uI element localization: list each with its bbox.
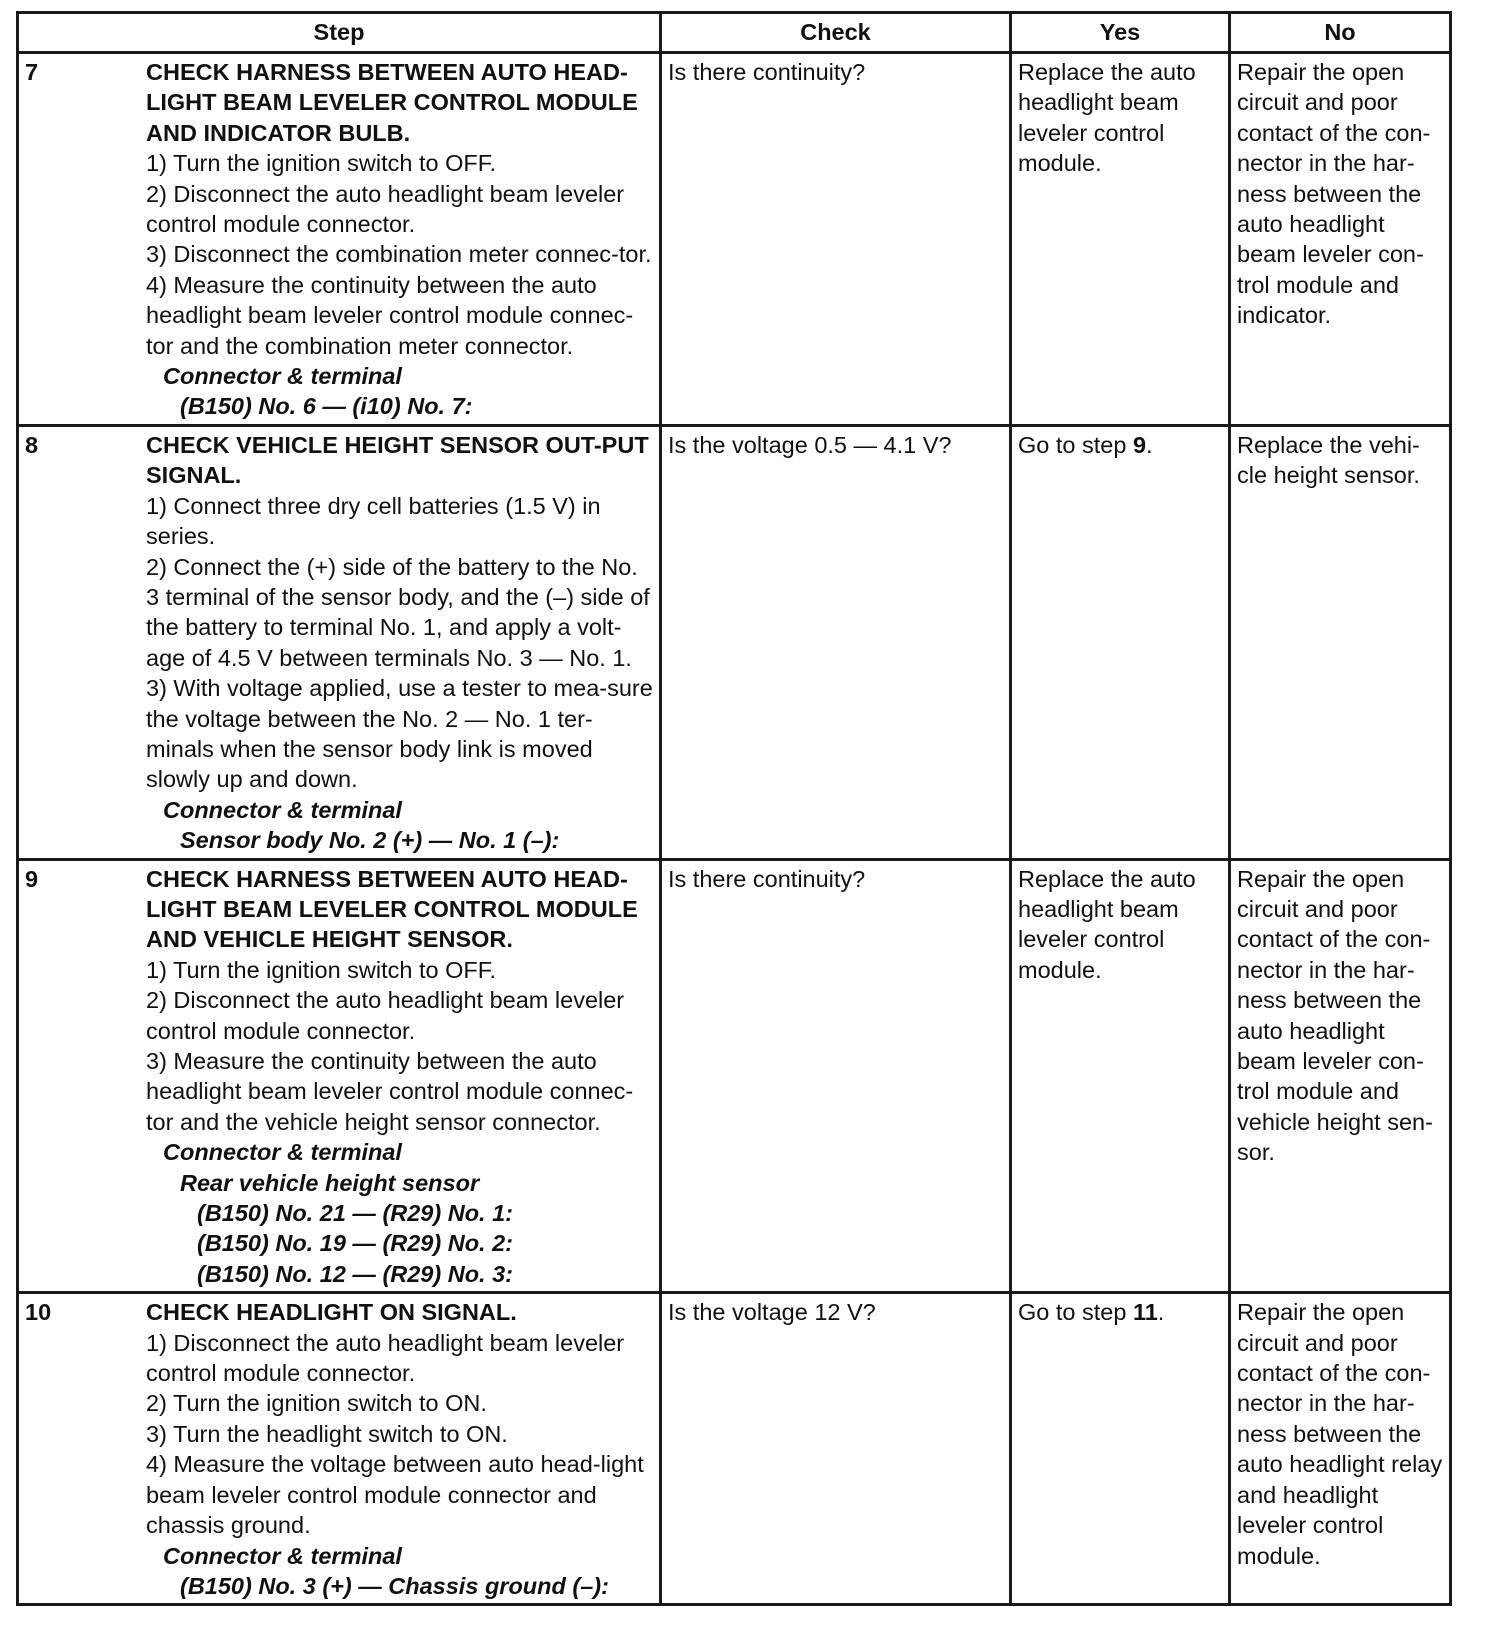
- step-instruction: 2) Disconnect the auto headlight beam leveler control module connector.: [146, 180, 625, 238]
- check-cell: Is there continuity?: [661, 859, 1011, 1293]
- check-cell: Is there continuity?: [661, 53, 1011, 426]
- header-step: Step: [18, 13, 661, 53]
- table-row: [18, 53, 1451, 426]
- yes-suffix: .: [1146, 431, 1153, 458]
- step-cell: [18, 859, 661, 1293]
- step-body: [146, 864, 653, 1290]
- step-instruction: 3) With voltage applied, use a tester to mea-sure the voltage between the No. 2 — No. 1 ter-minals when the sensor body link is moved slowly up and down.: [146, 675, 653, 793]
- connector-terminal: Sensor body No. 2 (+) — No. 1 (–):: [180, 827, 560, 854]
- step-instruction: 2) Connect the (+) side of the battery to the No. 3 terminal of the sensor body, and the (–) side of the battery to terminal No. 1, and apply a volt-age of 4.5 V between terminals No. 3 — No. 1.: [146, 553, 650, 671]
- connector-terminal: (B150) No. 6 — (i10) No. 7:: [180, 393, 473, 420]
- step-number: 10: [25, 1299, 52, 1326]
- table-row: [18, 425, 1451, 859]
- header-check: Check: [661, 13, 1011, 53]
- step-body: [146, 430, 653, 856]
- no-cell: Repair the open circuit and poor contact of the con-nector in the har-ness between the auto headlight beam leveler con-trol module and vehicle height sen-sor.: [1230, 859, 1451, 1293]
- step-reference: 11: [1132, 1299, 1158, 1326]
- no-cell: Repair the open circuit and poor contact of the con-nector in the har-ness between the auto headlight beam leveler con-trol module and indicator.: [1230, 53, 1451, 426]
- yes-cell: [1011, 425, 1230, 859]
- step-cell: [18, 53, 661, 426]
- connector-label: Connector & terminal: [163, 1139, 402, 1166]
- yes-cell: Replace the auto headlight beam leveler control module.: [1011, 53, 1230, 426]
- connector-label: Connector & terminal: [163, 363, 402, 390]
- step-instruction: 2) Disconnect the auto headlight beam leveler control module connector.: [146, 987, 625, 1044]
- yes-text: Go to step: [1018, 431, 1133, 458]
- yes-text: Go to step: [1018, 1299, 1133, 1326]
- no-cell: Replace the vehi-cle height sensor.: [1230, 425, 1451, 859]
- yes-cell: [1011, 1293, 1230, 1605]
- table-row: [18, 859, 1451, 1293]
- step-title: CHECK VEHICLE HEIGHT SENSOR OUT-PUT SIGNAL.: [146, 431, 649, 489]
- step-number: 9: [25, 865, 39, 892]
- step-instruction: 1) Disconnect the auto headlight beam leveler control module connector.: [146, 1329, 625, 1387]
- connector-sublabel: Rear vehicle height sensor: [180, 1169, 480, 1196]
- connector-terminal: (B150) No. 3 (+) — Chassis ground (–):: [180, 1572, 609, 1599]
- step-instruction: 3) Disconnect the combination meter connec-tor.: [146, 241, 652, 268]
- connector-terminal: (B150) No. 19 — (R29) No. 2:: [197, 1230, 514, 1257]
- step-cell: [18, 425, 661, 859]
- header-yes: Yes: [1011, 13, 1230, 53]
- step-instruction: 1) Connect three dry cell batteries (1.5 V) in series.: [146, 492, 601, 550]
- step-instruction: 3) Turn the headlight switch to ON.: [146, 1420, 508, 1447]
- header-row: [18, 13, 1451, 53]
- no-cell: Repair the open circuit and poor contact of the con-nector in the har-ness between the auto headlight relay and headlight leveler control module.: [1230, 1293, 1451, 1605]
- yes-suffix: .: [1157, 1299, 1165, 1326]
- step-instruction: 4) Measure the continuity between the auto headlight beam leveler control module connec-tor and the combination meter connector.: [146, 271, 634, 359]
- step-body: [146, 1297, 653, 1601]
- connector-label: Connector & terminal: [163, 796, 402, 823]
- step-number: 7: [25, 59, 39, 85]
- connector-label: Connector & terminal: [163, 1542, 402, 1569]
- check-cell: Is the voltage 0.5 — 4.1 V?: [661, 425, 1011, 859]
- check-cell: Is the voltage 12 V?: [661, 1293, 1011, 1605]
- step-instruction: 4) Measure the voltage between auto head-light beam leveler control module connector and chassis ground.: [146, 1451, 644, 1539]
- step-title: CHECK HARNESS BETWEEN AUTO HEAD-LIGHT BEAM LEVELER CONTROL MODULE AND VEHICLE HEIGHT SENSOR.: [146, 865, 638, 953]
- step-reference: 9: [1132, 431, 1147, 458]
- step-instruction: 1) Turn the ignition switch to OFF.: [146, 150, 497, 177]
- step-instruction: 2) Turn the ignition switch to ON.: [146, 1390, 487, 1417]
- step-body: [146, 57, 653, 422]
- header-no: No: [1230, 13, 1451, 53]
- diagnostic-table: [16, 11, 1452, 1606]
- step-number: 8: [25, 431, 39, 458]
- connector-terminal: (B150) No. 12 — (R29) No. 3:: [197, 1260, 514, 1287]
- step-instruction: 1) Turn the ignition switch to OFF.: [146, 956, 497, 983]
- step-instruction: 3) Measure the continuity between the auto headlight beam leveler control module connec-tor and the vehicle height sensor connector.: [146, 1048, 634, 1135]
- connector-terminal: (B150) No. 21 — (R29) No. 1:: [197, 1200, 514, 1227]
- step-title: CHECK HEADLIGHT ON SIGNAL.: [146, 1299, 517, 1326]
- table-row: [18, 1293, 1451, 1605]
- yes-cell: Replace the auto headlight beam leveler control module.: [1011, 859, 1230, 1293]
- step-cell: [18, 1293, 661, 1605]
- step-title: CHECK HARNESS BETWEEN AUTO HEAD-LIGHT BEAM LEVELER CONTROL MODULE AND INDICATOR BULB.: [146, 59, 638, 146]
